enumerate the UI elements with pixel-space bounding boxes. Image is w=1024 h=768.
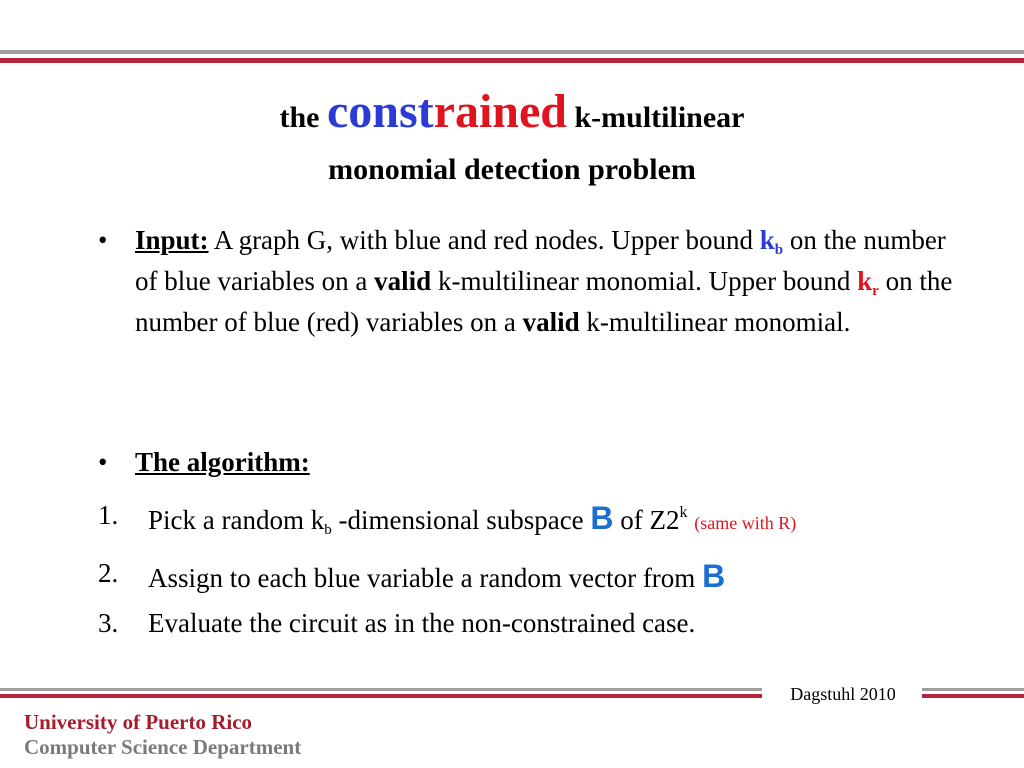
input-text-3: k-multilinear monomial. Upper bound (431, 266, 858, 296)
university-name: University of Puerto Rico (24, 710, 253, 734)
valid-word-2: valid (522, 307, 580, 337)
bullet-algorithm: • (98, 447, 108, 477)
kr-subscript: r (872, 283, 879, 299)
input-text-5: k-multilinear monomial. (579, 307, 851, 337)
kr-letter: k (857, 266, 873, 296)
bullet-input: • (98, 225, 108, 255)
footer-rule-gray-left (0, 688, 762, 691)
input-text-1: A graph G, with blue and red nodes. Upper bound (208, 225, 760, 255)
step-1-B: B (590, 500, 614, 536)
title-post: k-multilinear (574, 101, 745, 134)
kb-subscript: b (774, 242, 784, 258)
algorithm-label: The algorithm: (135, 447, 310, 477)
input-text-2: on the number of blue variables on a (135, 225, 946, 296)
algorithm-heading (135, 442, 965, 483)
slide-title-line2: monomial detection problem (328, 153, 696, 186)
footer-rule-red-left (0, 694, 762, 698)
slide-title (0, 82, 1024, 148)
footer-rule-gray-right (922, 688, 1024, 691)
step-1-number: 1. (98, 500, 119, 530)
department-name: Computer Science Department (24, 735, 302, 759)
title-word-red: rained (433, 85, 567, 138)
kr-symbol (857, 266, 879, 299)
header-rule-red (0, 58, 1024, 63)
valid-word-1: valid (374, 266, 432, 296)
input-label: Input: (135, 225, 209, 255)
title-pre: the (279, 101, 320, 134)
step-1-text-a: Pick a random k (148, 505, 325, 535)
kb-symbol (759, 225, 784, 258)
step-2 (148, 558, 725, 595)
step-2-text: Assign to each blue variable a random vector from (148, 563, 703, 593)
header-rule-gray (0, 50, 1024, 54)
event-label: Dagstuhl 2010 (790, 684, 896, 704)
kb-letter: k (759, 225, 775, 255)
step-1-note: (same with R) (694, 513, 797, 533)
step-1 (148, 500, 796, 537)
step-2-B: B (702, 558, 726, 594)
step-3-number: 3. (98, 608, 119, 638)
footer-rule-red-right (922, 694, 1024, 698)
step-1-text-c: of Z2 (613, 505, 680, 535)
input-paragraph (135, 220, 965, 343)
step-1-subscript: b (324, 522, 332, 538)
input-text-4: on the number of blue (red) variables on a (135, 266, 953, 337)
step-3: Evaluate the circuit as in the non-constrained case. (148, 608, 696, 638)
title-word-blue: const (326, 85, 434, 138)
step-1-superscript: k (679, 504, 688, 521)
step-1-text-b: -dimensional subspace (331, 505, 591, 535)
step-2-number: 2. (98, 558, 119, 588)
